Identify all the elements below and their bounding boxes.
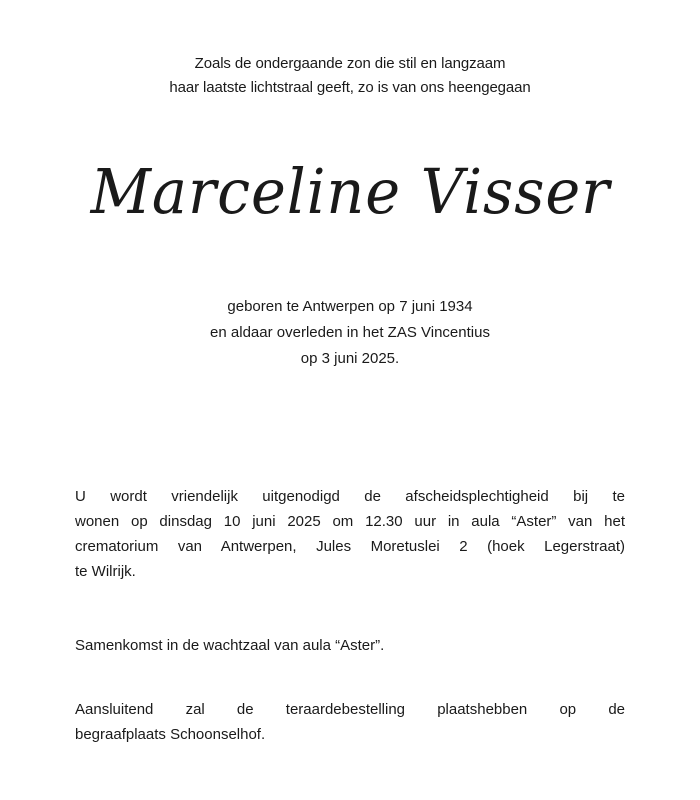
burial-note xyxy=(75,697,625,747)
opening-quote xyxy=(0,52,700,100)
burial-line: begraafplaats Schoonselhof. xyxy=(75,726,266,743)
quote-line: Zoals de ondergaande zon die stil en langzaam xyxy=(194,55,506,72)
invitation-line: U wordt vriendelijk uitgenodigd de afscheidsplechtigheid bij te xyxy=(75,488,625,505)
death-place-line: en aldaar overleden in het ZAS Vincentius xyxy=(210,324,490,341)
deceased-name: Marceline Visser xyxy=(90,155,610,228)
invitation-line: wonen op dinsdag 10 juni 2025 om 12.30 uur in aula “Aster” van het xyxy=(75,513,625,530)
invitation-line: crematorium van Antwerpen, Jules Moretuslei 2 (hoek Legerstraat) xyxy=(75,538,625,555)
invitation-line: te Wilrijk. xyxy=(75,563,136,580)
gathering-text: Samenkomst in de wachtzaal van aula “Aster”. xyxy=(75,637,385,654)
birth-death-details xyxy=(0,294,700,372)
ceremony-invitation xyxy=(75,484,625,584)
gathering-note xyxy=(75,633,625,658)
birth-line: geboren te Antwerpen op 7 juni 1934 xyxy=(227,298,473,315)
burial-line: Aansluitend zal de teraardebestelling plaatshebben op de xyxy=(75,701,625,718)
name-heading xyxy=(0,150,700,234)
death-date-line: op 3 juni 2025. xyxy=(300,350,400,367)
quote-line: haar laatste lichtstraal geeft, zo is van ons heengegaan xyxy=(169,79,531,96)
